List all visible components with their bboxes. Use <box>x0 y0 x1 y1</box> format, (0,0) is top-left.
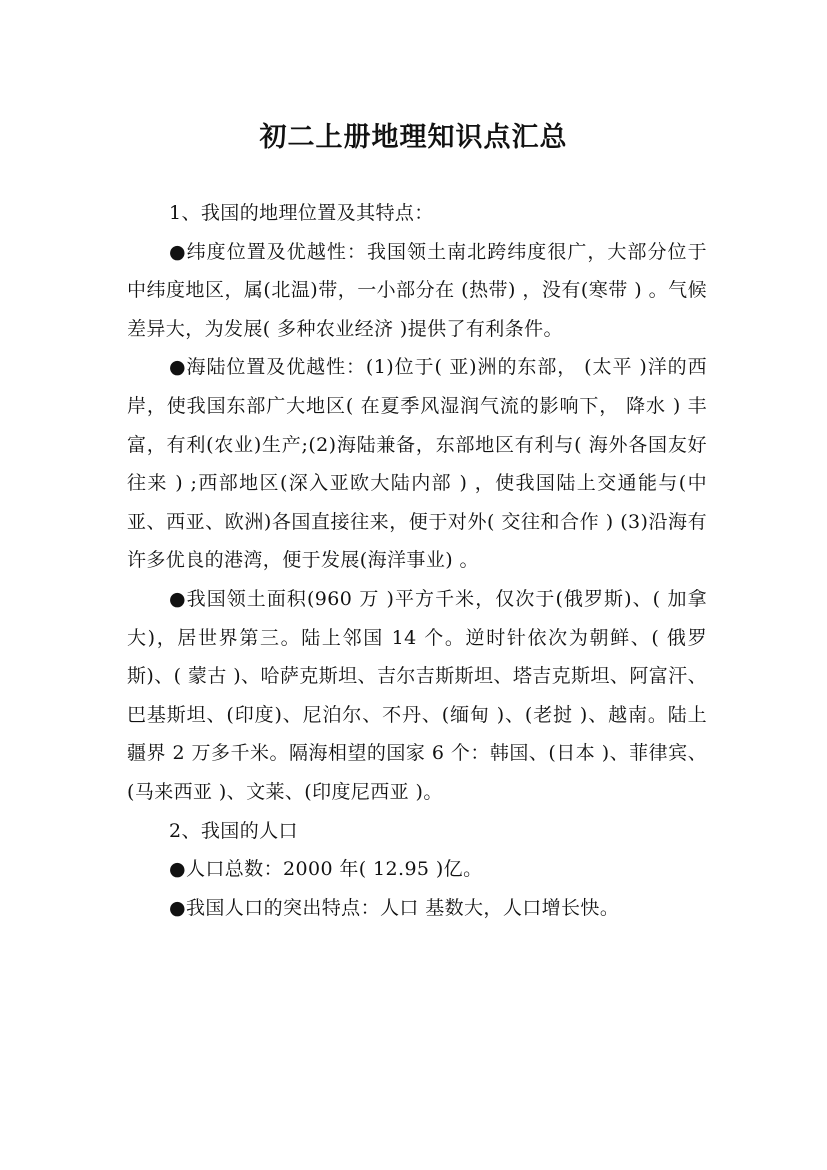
paragraph-population-total: ●人口总数：2000 年( 12.95 )亿。 <box>169 858 483 881</box>
section-heading-population: 2、我国的人口 <box>169 819 298 842</box>
section-heading-location: 1、我国的地理位置及其特点： <box>169 202 434 224</box>
paragraph-population-features: ●我国人口的突出特点：人口 基数大，人口增长快。 <box>169 896 620 919</box>
page-title: 初二上册地理知识点汇总 <box>259 122 568 154</box>
paragraph-latitude: ●纬度位置及优越性：我国领土南北跨纬度很广，大部分位于中纬度地区，属(北温)带，一小部分在 (热带) ，没有(寒带 ) 。气候差异大，为发展( 多种农业经济 )提供了有利条件。 <box>127 240 707 340</box>
paragraph-territory: ●我国领土面积(960 万 )平方千米，仅次于(俄罗斯)、( 加拿大)，居世界第三。陆上邻国 14 个。逆时针依次为朝鲜、( 俄罗斯)、( 蒙古 )、哈萨克斯坦、吉尔吉斯斯坦、塔吉克斯坦、阿富汗、巴基斯坦、(印度)、尼泊尔、不丹、(缅甸 )、(老挝 )、越南。陆上疆界 2 万多千米。隔海相望的国家 6 个：韩国、(日本 )、菲律宾、(马来西亚 )、文莱、(印度尼西亚 )。 <box>127 587 707 803</box>
paragraph-sea-land-position: ●海陆位置及优越性：(1)位于( 亚)洲的东部， (太平 )洋的西岸，使我国东部广大地区( 在夏季风湿润气流的影响下， 降水 ) 丰富，有利(农业)生产;(2)海陆兼备，东部地区有利与( 海外各国友好往来 ) ;西部地区(深入亚欧大陆内部 ) ，使我国陆上交通能与(中亚、西亚、欧洲)各国直接往来，便于对外( 交往和合作 ) (3)沿海有许多优良的港湾，便于发展(海洋事业) 。 <box>127 356 707 572</box>
document-body <box>127 194 707 927</box>
